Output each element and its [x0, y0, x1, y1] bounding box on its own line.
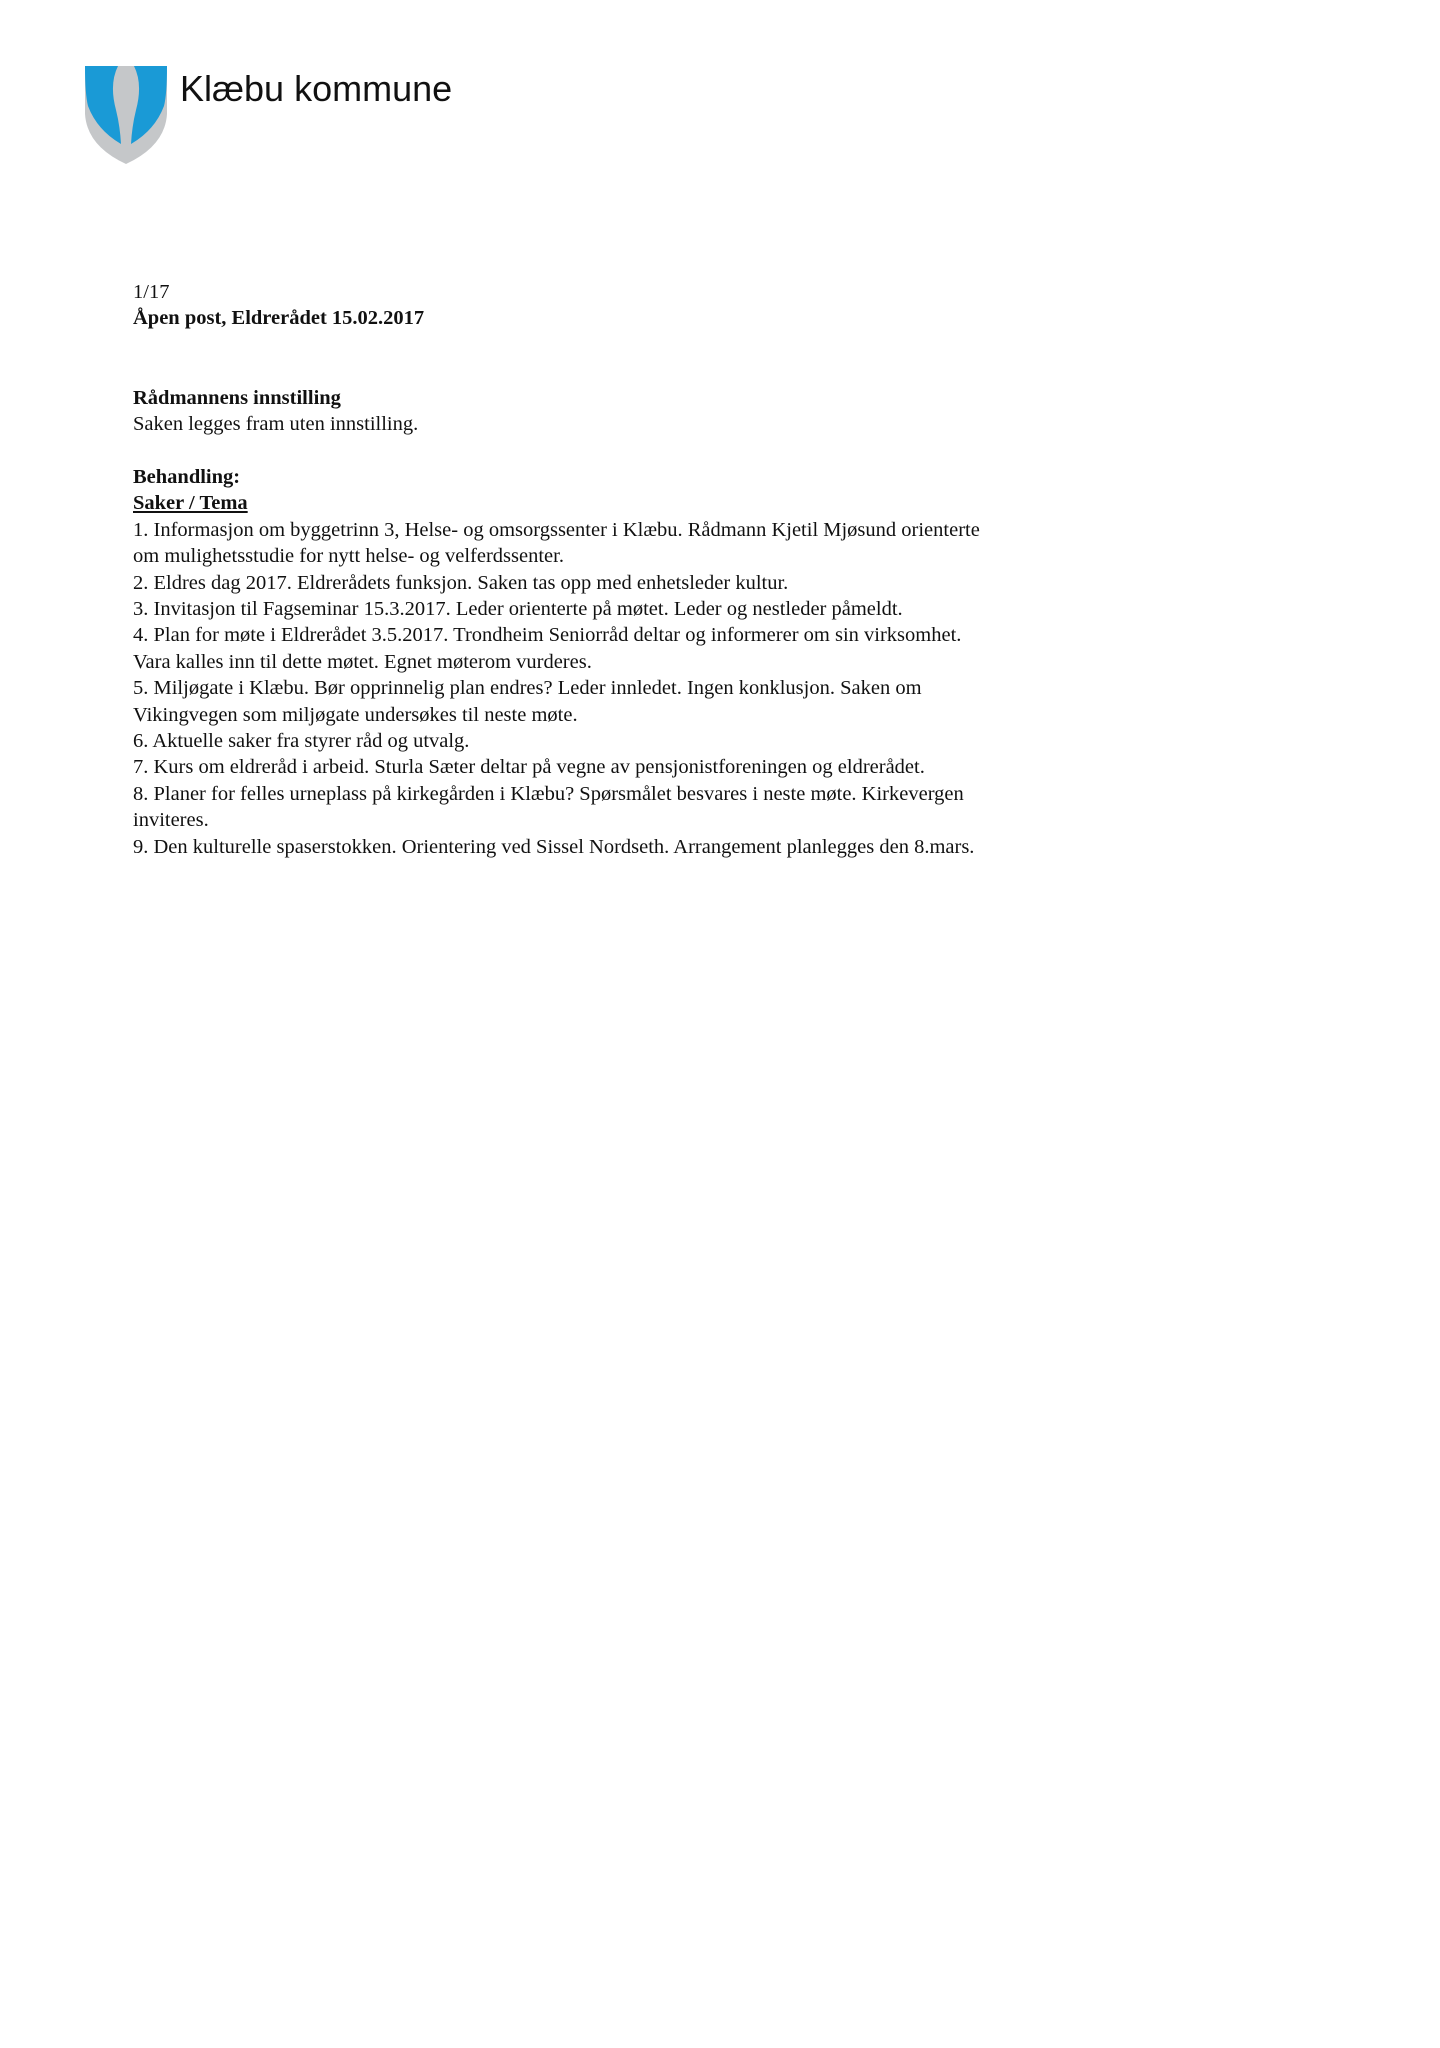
list-item: 8. Planer for felles urneplass på kirkegården i Klæbu? Spørsmålet besvares i neste møte. Kirkevergen inviteres. — [133, 782, 964, 832]
spacer — [133, 332, 993, 385]
case-number: 1/17 — [133, 281, 170, 303]
topic-list — [133, 517, 993, 860]
treatment-heading: Behandling: — [133, 466, 241, 489]
list-item: 5. Miljøgate i Klæbu. Bør opprinnelig plan endres? Leder innledet. Ingen konklusjon. Saken om Vikingvegen som miljøgate undersøkes til neste møte. — [133, 677, 922, 726]
list-item: 6. Aktuelle saker fra styrer råd og utvalg. — [133, 730, 470, 753]
topics-heading: Saker / Tema — [133, 492, 248, 515]
coat-of-arms-shield-icon — [85, 64, 167, 164]
spacer — [133, 438, 993, 464]
recommendation-text: Saken legges fram uten innstilling. — [133, 413, 419, 436]
list-item: 4. Plan for møte i Eldrerådet 3.5.2017. Trondheim Seniorråd deltar og informerer om sin virksomhet. Vara kalles inn til dette møtet. Egnet møterom vurderes. — [133, 624, 962, 673]
list-item: 2. Eldres dag 2017. Eldrerådets funksjon. Saken tas opp med enhetsleder kultur. — [133, 571, 789, 594]
list-item: 9. Den kulturelle spaserstokken. Orientering ved Sissel Nordseth. Arrangement planlegges den 8.mars. — [133, 835, 975, 858]
document-body — [133, 279, 993, 860]
municipality-name: Klæbu kommune — [180, 68, 453, 109]
recommendation-heading: Rådmannens innstilling — [133, 386, 341, 409]
list-item: 7. Kurs om eldreråd i arbeid. Sturla Sæter deltar på vegne av pensjonistforeningen og eldrerådet. — [133, 756, 925, 779]
list-item: 3. Invitasjon til Fagseminar 15.3.2017. Leder orienterte på møtet. Leder og nestleder påmeldt. — [133, 598, 903, 621]
case-title: Åpen post, Eldrerådet 15.02.2017 — [133, 307, 425, 330]
list-item: 1. Informasjon om byggetrinn 3, Helse- og omsorgssenter i Klæbu. Rådmann Kjetil Mjøsund orienterte om mulighetsstudie for nytt helse- og velferdssenter. — [133, 518, 980, 568]
